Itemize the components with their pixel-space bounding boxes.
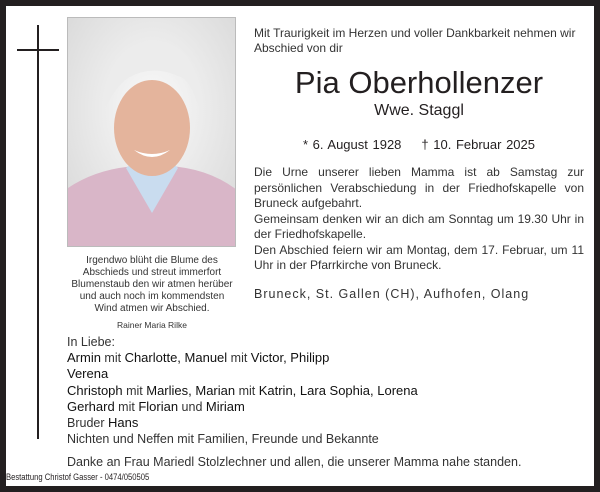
family-row: [67, 350, 418, 366]
cross-icon-bar: [17, 49, 59, 51]
connector-text: mit: [122, 383, 147, 398]
poem-line: Irgendwo blüht die Blume des: [86, 255, 218, 266]
funeral-home-footer: Bestattung Christof Gasser - 0474/050505: [6, 472, 150, 482]
places: Bruneck, St. Gallen (CH), Aufhofen, Olang: [254, 287, 530, 301]
family-member-name: Florian: [138, 398, 179, 414]
poem-author: Rainer Maria Rilke: [117, 320, 187, 330]
birth-date: * 6. August 1928: [303, 137, 402, 152]
poem-line: Abschieds und streut immerfort: [82, 267, 222, 278]
family-row: [67, 383, 418, 399]
widow-name: Wwe. Staggl: [374, 102, 464, 119]
family-member-name: Katrin, Lara Sophia, Lorena: [258, 382, 418, 398]
cross-icon: [37, 25, 39, 439]
poem-line: Blumenstaub den wir atmen herüber: [71, 279, 233, 290]
family-member-name: Armin: [67, 350, 101, 366]
family-row: [67, 366, 418, 382]
poem-line: Wind atmen wir Abschied.: [94, 303, 210, 314]
poem: [62, 255, 242, 331]
death-date: † 10. Februar 2025: [421, 137, 535, 152]
paragraph: Gemeinsam denken wir an dich am Sonntag um 19.30 Uhr in der Friedhofskapelle.: [254, 211, 584, 241]
portrait-photo: [67, 17, 236, 247]
family-member-name: Miriam: [205, 398, 245, 414]
connector-text: mit: [227, 351, 251, 366]
connector-text: und: [178, 399, 206, 414]
family-member-name: Gerhard: [67, 398, 115, 414]
family-member-name: Victor, Philipp: [250, 350, 330, 366]
family-row: [67, 415, 418, 431]
paragraph: Den Abschied feiern wir am Montag, dem 17. Februar, um 11 Uhr in der Pfarrkirche von Bruneck.: [254, 242, 584, 272]
connector-text: mit: [100, 351, 125, 366]
paragraph: Die Urne unserer lieben Mamma ist ab Samstag zur persönlichen Verabschiedung in der Friedhofskapelle von Bruneck aufgebahrt.: [254, 165, 584, 210]
connector-text: mit: [114, 399, 139, 414]
deceased-name: Pia Oberhollenzer: [294, 65, 544, 100]
service-info: [254, 165, 584, 274]
family-member-name: Charlotte, Manuel: [124, 350, 228, 366]
family-member-name: Verena: [67, 366, 109, 382]
family-member-name: Christoph: [67, 382, 123, 398]
family-heading: In Liebe:: [67, 335, 115, 349]
family-member-name: Marlies, Marian: [146, 382, 236, 398]
life-dates: [252, 137, 586, 152]
family-list: [67, 334, 418, 447]
connector-text: mit: [235, 383, 259, 398]
intro-text: Mit Traurigkeit im Herzen und voller Dankbarkeit nehmen wir Abschied von dir: [254, 26, 576, 55]
connector-text: Bruder: [67, 416, 108, 431]
family-row: [67, 399, 418, 415]
family-member-name: Hans: [108, 415, 139, 431]
connector-text: Nichten und Neffen mit Familien, Freunde und Bekannte: [67, 432, 379, 447]
thanks-text: Danke an Frau Mariedl Stolzlechner und allen, die unserer Mamma nahe standen.: [67, 455, 522, 469]
family-row: [67, 431, 418, 447]
poem-line: und auch noch im kommendsten: [79, 291, 225, 302]
